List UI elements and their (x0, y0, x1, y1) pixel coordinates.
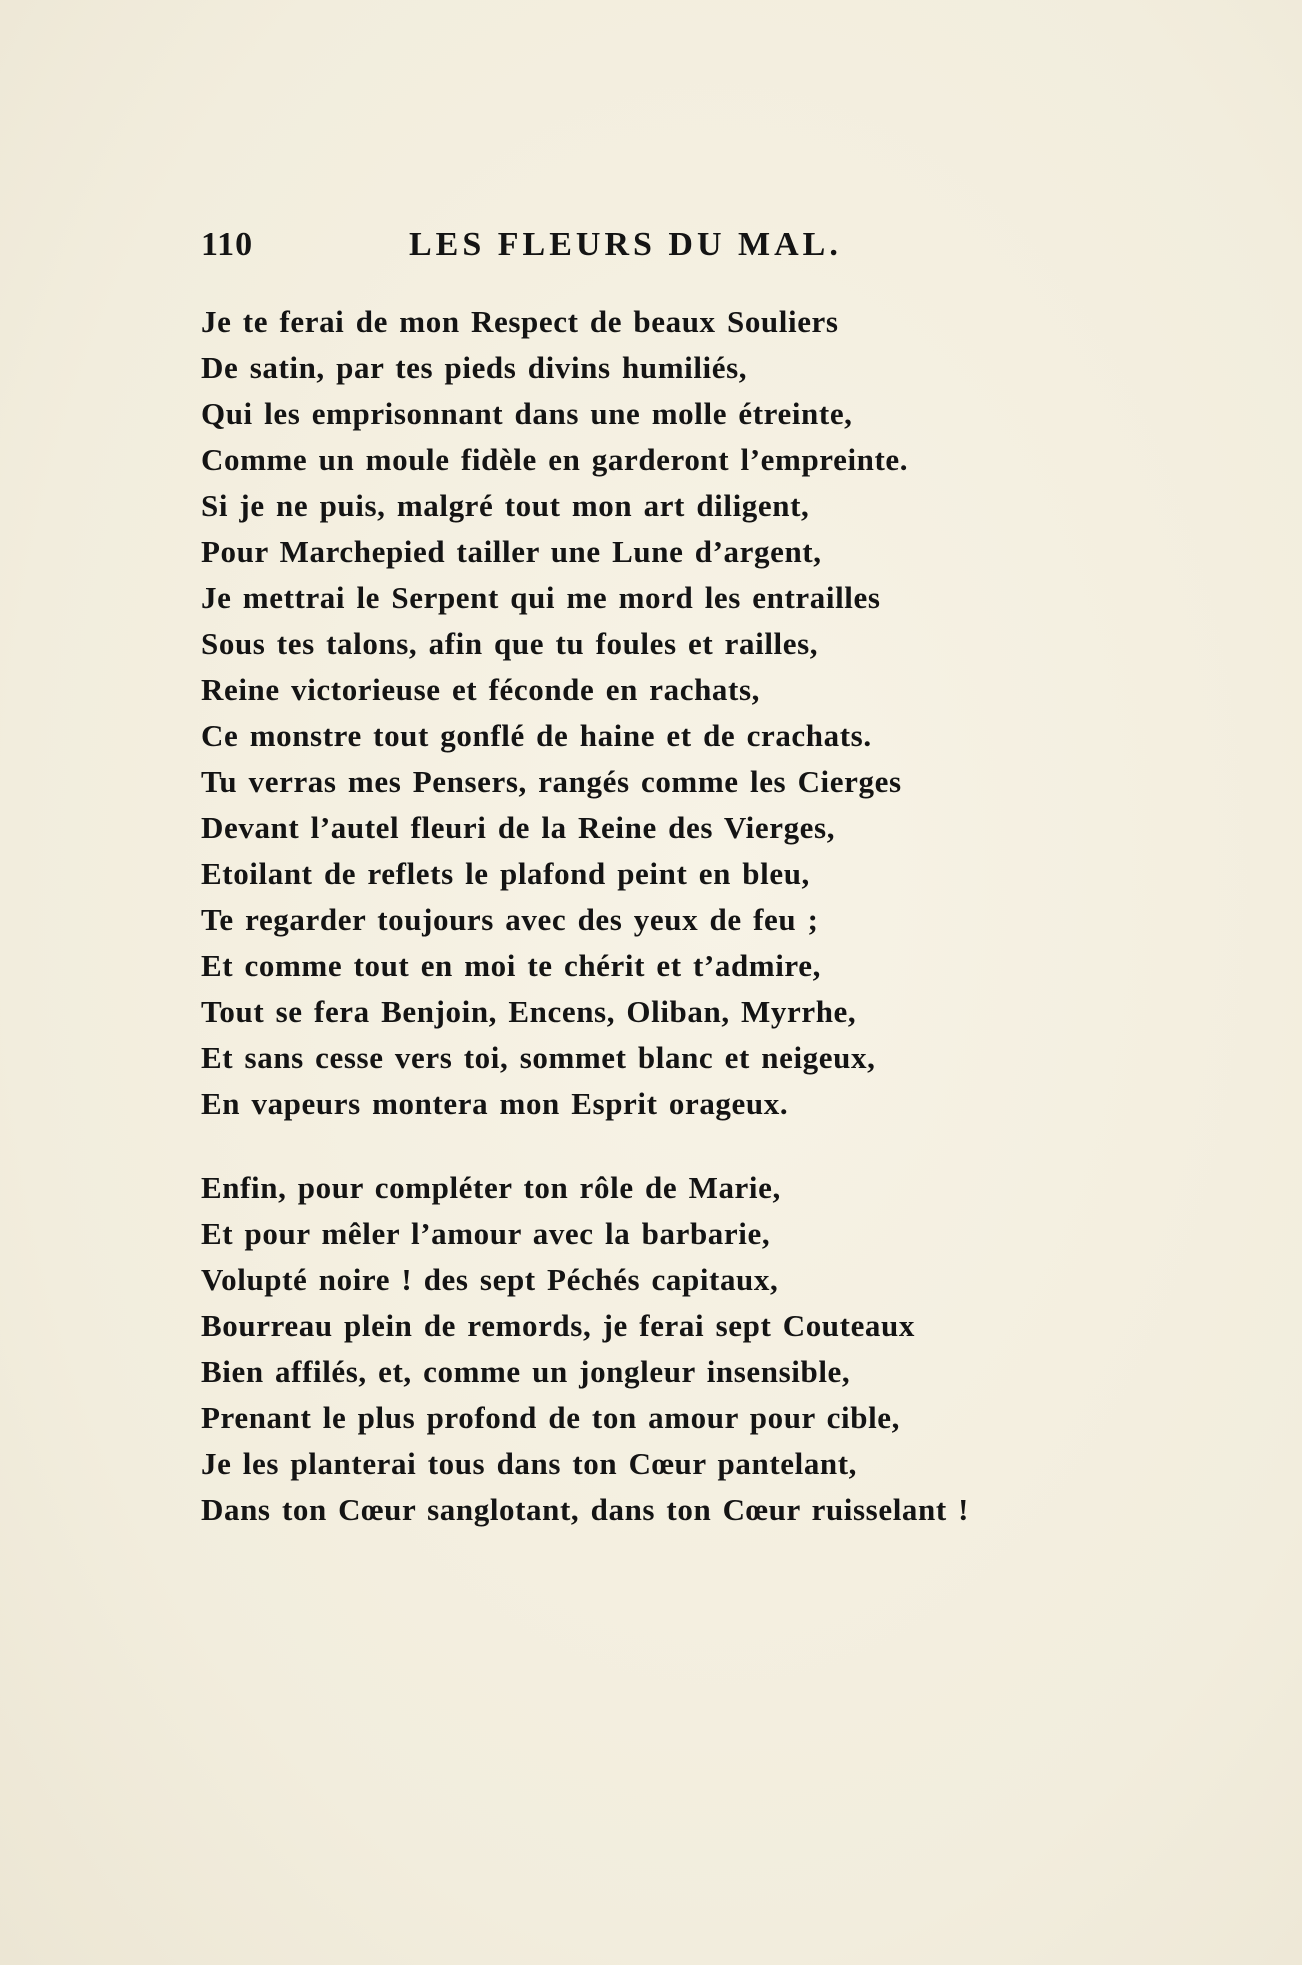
verse-line: Reine victorieuse et féconde en rachats, (201, 672, 760, 707)
stanza-2 (201, 1165, 1121, 1533)
verse-line: Et pour mêler l’amour avec la barbarie, (201, 1216, 771, 1251)
verse-line: Comme un moule fidèle en garderont l’empreinte. (201, 442, 909, 477)
verse-line: Dans ton Cœur sanglotant, dans ton Cœur ruisselant ! (201, 1492, 970, 1527)
page-header (201, 226, 961, 276)
verse-line: Ce monstre tout gonflé de haine et de crachats. (201, 718, 872, 753)
verse-line: Prenant le plus profond de ton amour pour cible, (201, 1400, 901, 1435)
verse-line: Enfin, pour compléter ton rôle de Marie, (201, 1170, 781, 1205)
verse-line: Devant l’autel fleuri de la Reine des Vierges, (201, 810, 836, 845)
verse-line: Te regarder toujours avec des yeux de feu ; (201, 902, 819, 937)
verse-line: Etoilant de reflets le plafond peint en bleu, (201, 856, 810, 891)
verse-line: De satin, par tes pieds divins humiliés, (201, 350, 748, 385)
verse-line: Pour Marchepied tailler une Lune d’argent, (201, 534, 822, 569)
verse-line: Si je ne puis, malgré tout mon art diligent, (201, 488, 810, 523)
verse-line: Je les planterai tous dans ton Cœur pantelant, (201, 1446, 858, 1481)
poem-text (201, 299, 1121, 1533)
verse-line: Volupté noire ! des sept Péchés capitaux, (201, 1262, 779, 1297)
verse-line: Bourreau plein de remords, je ferai sept Couteaux (201, 1308, 915, 1343)
stanza-1 (201, 299, 1121, 1127)
verse-line: Et sans cesse vers toi, sommet blanc et neigeux, (201, 1040, 876, 1075)
verse-line: Je te ferai de mon Respect de beaux Souliers (201, 304, 839, 339)
verse-line: Bien affilés, et, comme un jongleur insensible, (201, 1354, 851, 1389)
page-number: 110 (201, 226, 254, 263)
verse-line: Je mettrai le Serpent qui me mord les entrailles (201, 580, 881, 615)
verse-line: Qui les emprisonnant dans une molle étreinte, (201, 396, 853, 431)
verse-line: En vapeurs montera mon Esprit orageux. (201, 1086, 789, 1121)
running-title: LES FLEURS DU MAL. (409, 226, 842, 263)
verse-line: Tu verras mes Pensers, rangés comme les Cierges (201, 764, 902, 799)
verse-line: Sous tes talons, afin que tu foules et railles, (201, 626, 819, 661)
verse-line: Et comme tout en moi te chérit et t’admire, (201, 948, 821, 983)
verse-line: Tout se fera Benjoin, Encens, Oliban, Myrrhe, (201, 994, 857, 1029)
